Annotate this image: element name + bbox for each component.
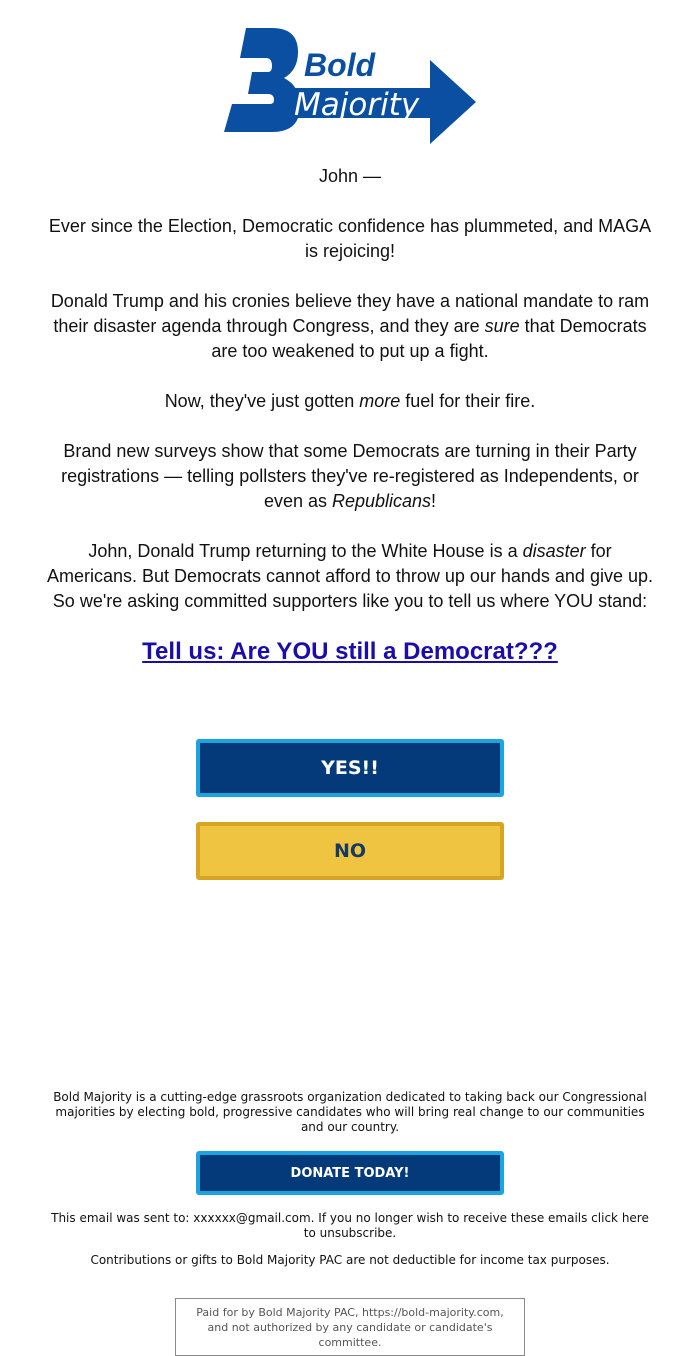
recipient-email-link[interactable]: xxxxxx@gmail.com xyxy=(193,1211,311,1225)
paragraph-4: Brand new surveys show that some Democrats are turning in their Party registrations — telling pollsters they've re-registered as Independents, or even as Republicans! xyxy=(61,441,639,511)
paragraph-5: John, Donald Trump returning to the White House is a disaster for Americans. But Democrats cannot afford to throw up our hands and give up. So we're asking committed supporters like you to tell us where YOU stand: xyxy=(46,541,653,611)
about-organization-text: Bold Majority is a cutting-edge grassroots organization dedicated to taking back our Congressional majorities by electing bold, progressive candidates who will bring real change to our communities and our country. xyxy=(53,1090,647,1134)
logo-graphic xyxy=(224,28,476,144)
unsubscribe-link[interactable]: here to unsubscribe xyxy=(303,1211,649,1240)
greeting: John — xyxy=(318,166,382,186)
yes-button[interactable]: YES!! xyxy=(196,739,504,797)
tax-disclaimer: Contributions or gifts to Bold Majority PAC are not deductible for income tax purposes. xyxy=(90,1253,610,1267)
paragraph-3: Now, they've just gotten more fuel for their fire. xyxy=(164,391,536,411)
sent-to-notice: This email was sent to: xxxxxx@gmail.com. If you no longer wish to receive these emails click here to unsubscribe. xyxy=(51,1211,649,1240)
b-mark-icon xyxy=(224,28,300,132)
donate-button[interactable]: DONATE TODAY! xyxy=(196,1151,504,1195)
email-body xyxy=(44,164,656,664)
paid-for-disclaimer: Paid for by Bold Majority PAC, https://bold-majority.com, and not authorized by any candidate or candidate's committee. xyxy=(175,1298,525,1356)
no-button[interactable]: NO xyxy=(196,822,504,880)
paragraph-1: Ever since the Election, Democratic confidence has plummeted, and MAGA is rejoicing! xyxy=(48,216,652,261)
logo-word-majority: Majority xyxy=(294,87,420,123)
paragraph-2: Donald Trump and his cronies believe they have a national mandate to ram their disaster agenda through Congress, and they are sure that Democrats are too weakened to put up a fight. xyxy=(50,291,650,361)
democrat-survey-link[interactable]: Tell us: Are YOU still a Democrat??? xyxy=(142,638,558,665)
bold-majority-logo[interactable] xyxy=(224,28,476,144)
logo-word-bold: Bold xyxy=(304,47,376,83)
